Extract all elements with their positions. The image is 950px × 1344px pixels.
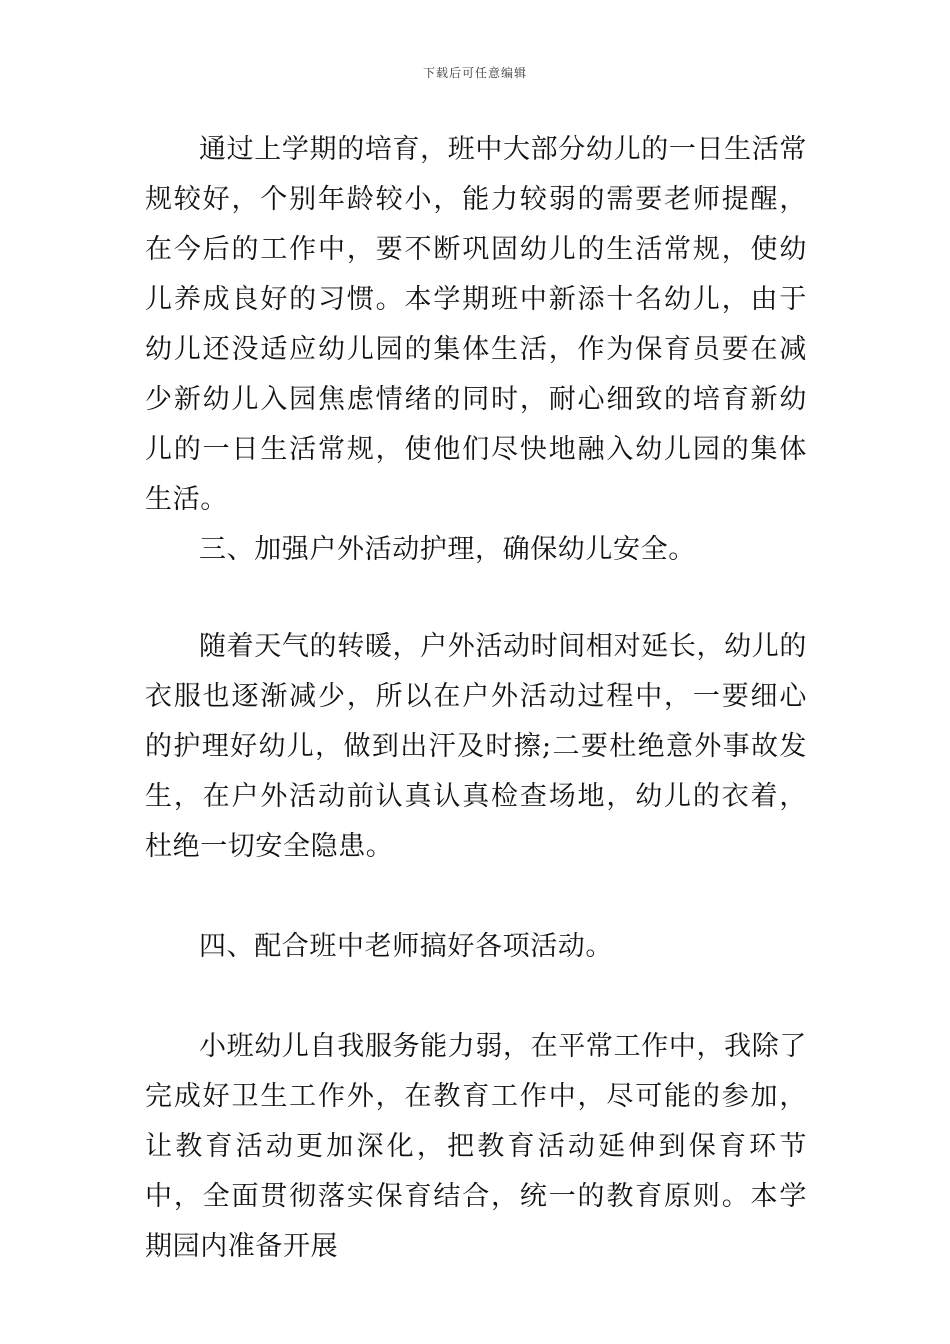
section-heading-cooperate-activities: 四、配合班中老师搞好各项活动。 <box>199 931 613 962</box>
page-header-note: 下载后可任意编辑 <box>422 66 527 80</box>
paragraph-education-support: 小班幼儿自我服务能力弱，在平常工作中，我除了完成好卫生工作外，在教育工作中，尽可能的参加，让教育活动更加深化，把教育活动延伸到保育环节中，全面贯彻落实保育结合，统一的教育原则。本学期园内准备开展 <box>145 1031 807 1262</box>
section-heading-outdoor-safety: 三、加强户外活动护理，确保幼儿安全。 <box>199 534 696 565</box>
paragraph-daily-routine: 通过上学期的培育，班中大部分幼儿的一日生活常规较好，个别年龄较小，能力较弱的需要老师提醒，在今后的工作中，要不断巩固幼儿的生活常规，使幼儿养成良好的习惯。本学期班中新添十名幼儿，由于幼儿还没适应幼儿园的集体生活，作为保育员要在减少新幼儿入园焦虑情绪的同时，耐心细致的培育新幼儿的一日生活常规，使他们尽快地融入幼儿园的集体生活。 <box>145 134 807 515</box>
paragraph-outdoor-care: 随着天气的转暖，户外活动时间相对延长，幼儿的衣服也逐渐减少，所以在户外活动过程中，一要细心的护理好幼儿，做到出汗及时擦;二要杜绝意外事故发生，在户外活动前认真认真检查场地，幼儿的衣着，杜绝一切安全隐患。 <box>145 631 807 862</box>
